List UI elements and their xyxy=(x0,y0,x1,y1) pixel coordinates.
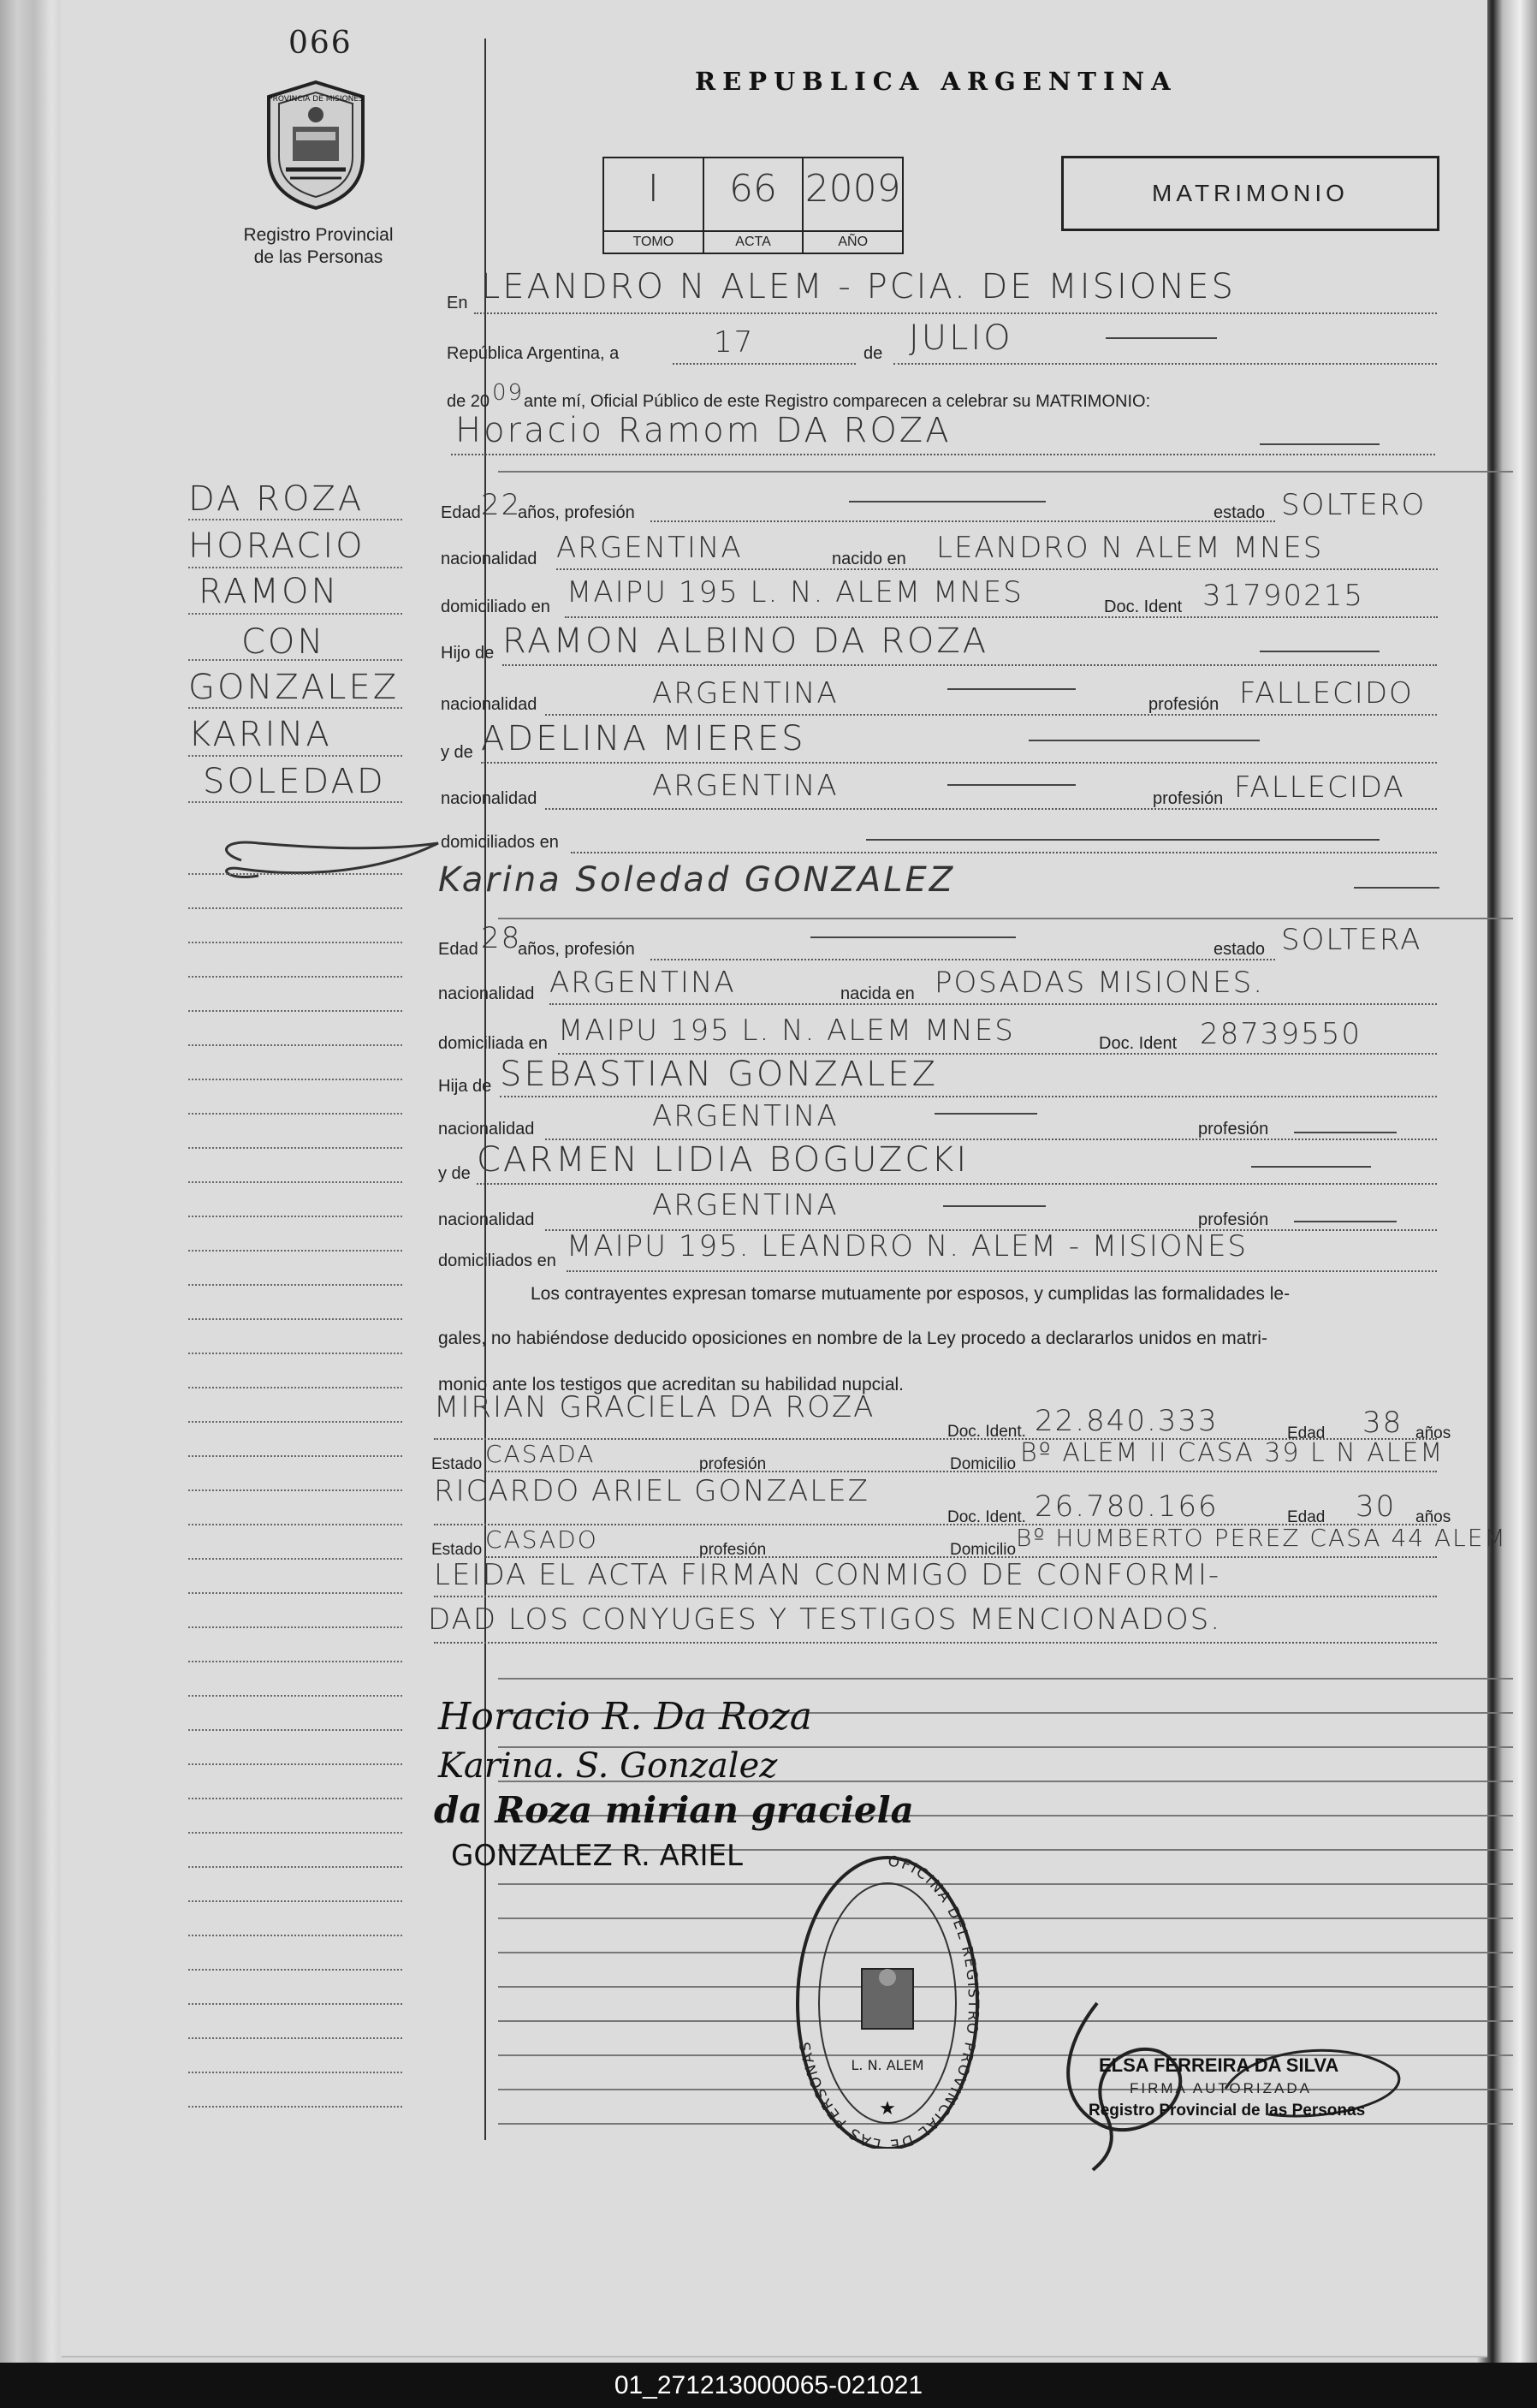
witness2-estado-label: Estado xyxy=(431,1541,483,1559)
witness2-doc: 26.780.166 xyxy=(1035,1489,1219,1524)
margin-name-2: HORACIO xyxy=(188,526,365,566)
place-value: LEANDRO N ALEM - PCIA. DE MISIONES xyxy=(481,267,1236,306)
month-value: JULIO xyxy=(909,318,1013,358)
signature-witness-2: GONZALEZ R. ARIEL xyxy=(451,1839,743,1873)
bride-nacida: POSADAS MISIONES. xyxy=(935,966,1265,1000)
bride-padre: SEBASTIAN GONZALEZ xyxy=(500,1055,938,1094)
bride-anos-profesion-label: años, profesión xyxy=(518,940,635,959)
de-label: de xyxy=(863,344,883,363)
groom-edad-label: Edad xyxy=(441,503,481,522)
witness2-domicilio-label: Domicilio xyxy=(950,1541,1017,1559)
acta-value: 66 xyxy=(729,167,777,211)
groom-padre-prof-label: profesión xyxy=(1148,695,1220,714)
groom-madre-nac-label: nacionalidad xyxy=(441,789,537,808)
groom-anos-profesion-label: años, profesión xyxy=(518,503,635,522)
closing-line-2: DAD LOS CONYUGES Y TESTIGOS MENCIONADOS. xyxy=(428,1602,1222,1637)
bride-doc-label: Doc. Ident xyxy=(1099,1034,1178,1053)
year-suffix: 09 xyxy=(492,380,525,406)
groom-full-name: Horacio Ramom DA ROZA xyxy=(455,411,952,450)
bride-madre-prof-label: profesión xyxy=(1198,1210,1269,1229)
groom-padre: RAMON ALBINO DA ROZA xyxy=(502,621,989,661)
page-number: 066 xyxy=(288,26,353,61)
witness1-anos-label: años xyxy=(1415,1424,1451,1442)
acta-label: ACTA xyxy=(704,230,803,253)
day-value: 17 xyxy=(714,325,755,360)
margin-name-7: SOLEDAD xyxy=(203,762,386,801)
bride-madre-nac-label: nacionalidad xyxy=(438,1210,535,1229)
groom-nacido: LEANDRO N ALEM MNES xyxy=(936,531,1324,565)
tomo-cell xyxy=(604,158,704,253)
bride-estado-label: estado xyxy=(1214,940,1266,959)
groom-domicilio: MAIPU 195 L. N. ALEM MNES xyxy=(567,575,1024,609)
witness2-edad: 30 xyxy=(1356,1489,1397,1524)
margin-name-4: CON xyxy=(241,622,326,662)
bride-hija-label: Hija de xyxy=(438,1077,492,1096)
groom-domicilio-label: domiciliado en xyxy=(441,598,550,616)
record-box xyxy=(602,157,904,254)
tomo-label: TOMO xyxy=(604,230,703,253)
republica-label: República Argentina, a xyxy=(447,344,620,363)
bride-domiciliados-label: domiciliados en xyxy=(438,1252,556,1270)
groom-doc: 31790215 xyxy=(1202,579,1365,613)
provincial-seal-icon xyxy=(252,75,380,212)
witness1-estado: CASADA xyxy=(485,1440,596,1468)
witness1-prof-label: profesión xyxy=(699,1455,767,1473)
bride-nacionalidad-label: nacionalidad xyxy=(438,984,535,1003)
bride-nacida-label: nacida en xyxy=(840,984,915,1003)
margin-name-3: RAMON xyxy=(199,572,340,611)
margin-name-5: GONZALEZ xyxy=(188,668,400,707)
groom-estado-label: estado xyxy=(1214,503,1266,522)
en-label: En xyxy=(447,294,468,312)
bride-domicilio: MAIPU 195 L. N. ALEM MNES xyxy=(558,1014,1015,1048)
bride-edad-label: Edad xyxy=(438,940,478,959)
groom-nacionalidad-label: nacionalidad xyxy=(441,550,537,568)
acta-cell xyxy=(704,158,804,253)
witness2-estado: CASADO xyxy=(485,1525,598,1554)
witness2-name: RICARDO ARIEL GONZALEZ xyxy=(434,1474,869,1508)
witness1-name: MIRIAN GRACIELA DA ROZA xyxy=(434,1390,875,1424)
tomo-value: I xyxy=(647,167,659,211)
scan-footer-code: 01_271213000065-021021 xyxy=(0,2363,1537,2408)
declaration-line-3: monio ante los testigos que acreditan su habilidad nupcial. xyxy=(438,1375,905,1394)
witness2-doc-label: Doc. Ident. xyxy=(947,1508,1026,1526)
stamp-ring-text: OFICINA DEL REGISTRO PROVINCIAL DE LAS PERSONAS xyxy=(796,1852,982,2149)
groom-madre-nac: ARGENTINA xyxy=(652,769,839,803)
groom-nacido-label: nacido en xyxy=(832,550,906,568)
groom-padre-prof: FALLECIDO xyxy=(1239,676,1414,711)
anio-value: 2009 xyxy=(804,167,901,211)
bride-doc: 28739550 xyxy=(1200,1017,1362,1051)
groom-yde-label: y de xyxy=(441,743,473,762)
witness1-edad-label: Edad xyxy=(1287,1424,1326,1442)
year-prefix: de 20 xyxy=(447,392,490,411)
seal-text: PROVINCIA DE MISIONES xyxy=(268,95,364,104)
groom-madre-prof-label: profesión xyxy=(1153,789,1224,808)
registry-stamp-icon xyxy=(785,1840,990,2149)
witness2-domicilio: Bº HUMBERTO PEREZ CASA 44 ALEM xyxy=(1016,1524,1507,1552)
anio-label: AÑO xyxy=(804,230,902,253)
bride-yde-label: y de xyxy=(438,1164,471,1183)
act-type-box: MATRIMONIO xyxy=(1061,156,1439,231)
official-name: ELSA FERREIRA DA SILVA xyxy=(1099,2054,1339,2076)
groom-domiciliados-label: domiciliados en xyxy=(441,833,559,852)
bride-edad: 28 xyxy=(481,921,522,955)
stamp-inner-text: L. N. ALEM xyxy=(851,2057,924,2073)
groom-madre-prof: FALLECIDA xyxy=(1234,770,1405,805)
groom-hijo-label: Hijo de xyxy=(441,644,495,663)
bride-domicilio-label: domiciliada en xyxy=(438,1034,548,1053)
signature-groom: Horacio R. Da Roza xyxy=(438,1695,812,1739)
witness1-doc: 22.840.333 xyxy=(1035,1404,1219,1438)
closing-line-1: LEIDA EL ACTA FIRMAN CONMIGO DE CONFORMI- xyxy=(434,1558,1221,1592)
svg-text:★: ★ xyxy=(879,2097,896,2119)
groom-madre: ADELINA MIERES xyxy=(481,719,806,758)
bride-madre-nac: ARGENTINA xyxy=(652,1188,839,1222)
groom-estado: SOLTERO xyxy=(1281,488,1427,522)
bride-nacionalidad: ARGENTINA xyxy=(549,966,736,1000)
margin-name-1: DA ROZA xyxy=(188,479,365,519)
witness2-edad-label: Edad xyxy=(1287,1508,1326,1526)
groom-edad: 22 xyxy=(481,488,522,522)
bride-padre-nac: ARGENTINA xyxy=(652,1099,839,1133)
intro-text: ante mí, Oficial Público de este Registro comparecen a celebrar su MATRIMONIO: xyxy=(524,392,1151,411)
binding-edge xyxy=(0,0,60,2363)
anio-cell xyxy=(804,158,902,253)
groom-padre-nac-label: nacionalidad xyxy=(441,695,537,714)
witness2-anos-label: años xyxy=(1415,1508,1451,1526)
official-role: FIRMA AUTORIZADA xyxy=(1130,2080,1312,2096)
signature-bride: Karina. S. Gonzalez xyxy=(438,1746,778,1786)
bride-padre-nac-label: nacionalidad xyxy=(438,1120,535,1139)
declaration-line-1: Los contrayentes expresan tomarse mutuamente por esposos, y cumplidas las formalidades le- xyxy=(531,1284,1291,1304)
witness1-edad: 38 xyxy=(1362,1406,1403,1440)
bride-domiciliados: MAIPU 195. LEANDRO N. ALEM - MISIONES xyxy=(567,1229,1249,1263)
bride-madre: CARMEN LIDIA BOGUZCKI xyxy=(477,1140,970,1180)
witness1-doc-label: Doc. Ident. xyxy=(947,1423,1026,1441)
registry-line-1: Registro Provincial xyxy=(243,225,394,245)
registry-name xyxy=(224,224,412,269)
groom-doc-label: Doc. Ident xyxy=(1104,598,1183,616)
witness1-domicilio-label: Domicilio xyxy=(950,1455,1017,1473)
certificate-page xyxy=(62,0,1507,2357)
groom-nacionalidad: ARGENTINA xyxy=(556,531,743,565)
bride-estado: SOLTERA xyxy=(1281,923,1422,957)
official-office: Registro Provincial de las Personas xyxy=(1089,2102,1366,2120)
registry-line-2: de las Personas xyxy=(253,247,383,267)
bride-full-name: Karina Soledad GONZALEZ xyxy=(438,860,956,900)
witness1-domicilio: Bº ALEM II CASA 39 L N ALEM xyxy=(1020,1438,1445,1468)
groom-padre-nac: ARGENTINA xyxy=(652,676,839,711)
declaration-line-2: gales, no habiéndose deducido oposiciones en nombre de la Ley procedo a declararlos unidos en matri- xyxy=(438,1329,1267,1348)
margin-name-6: KARINA xyxy=(188,715,332,754)
margin-flourish xyxy=(207,835,455,886)
country-title: REPUBLICA ARGENTINA xyxy=(695,67,1178,96)
bride-padre-prof-label: profesión xyxy=(1198,1120,1269,1139)
witness2-prof-label: profesión xyxy=(699,1541,767,1559)
witness1-estado-label: Estado xyxy=(431,1455,483,1473)
signature-witness-1: da Roza mirian graciela xyxy=(434,1789,914,1831)
